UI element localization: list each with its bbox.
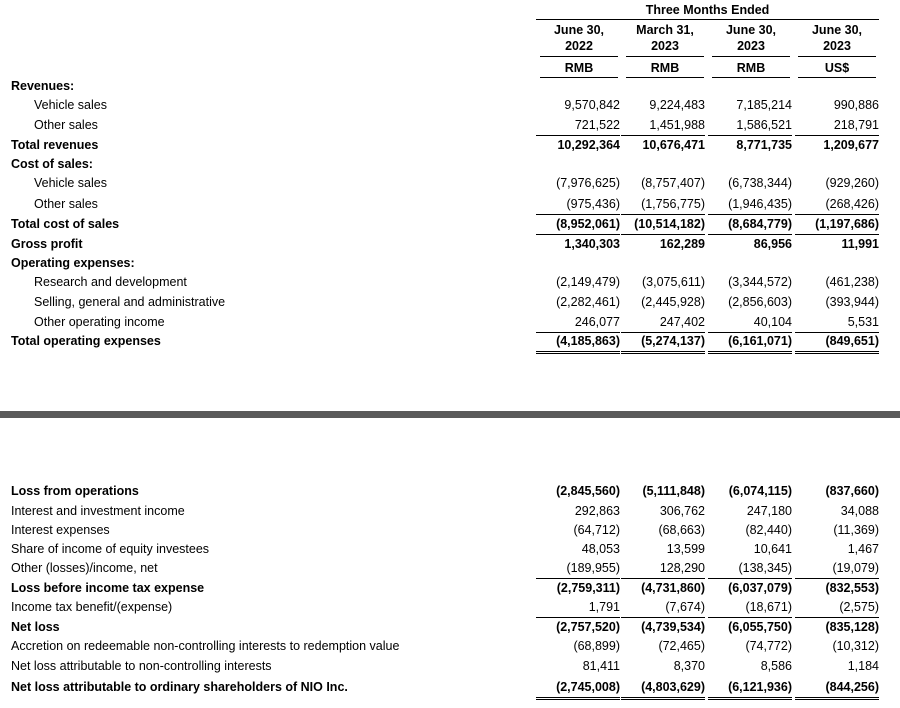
col-header-date: March 31,: [636, 23, 694, 37]
table-row: [0, 174, 900, 193]
row-value: (1,756,775): [621, 195, 705, 215]
row-value: 1,586,521: [708, 116, 792, 136]
row-value: (2,445,928): [641, 295, 705, 309]
row-value: (2,759,311): [556, 581, 620, 595]
row-value: 292,863: [574, 504, 620, 518]
table-row: [0, 116, 900, 135]
row-value: (6,121,936): [708, 678, 792, 700]
table-row: [0, 215, 900, 234]
row-value: (393,944): [825, 295, 879, 309]
row-value: (6,037,079): [728, 581, 792, 595]
row-value: 10,676,471: [642, 138, 705, 152]
table-row: [0, 77, 900, 96]
col-header-underline: [712, 56, 790, 57]
table-row: [0, 559, 900, 578]
row-label: Vehicle sales: [34, 98, 107, 112]
col-header-date: June 30,: [553, 23, 605, 37]
row-label: Net loss: [11, 620, 60, 634]
row-value: 1,184: [847, 659, 879, 673]
row-value: (4,185,863): [536, 332, 620, 354]
row-label: Total cost of sales: [11, 217, 120, 231]
row-label: Accretion on redeemable non-controlling interests to redemption value: [11, 639, 400, 653]
col-header-year: 2023: [651, 39, 679, 53]
row-value: 247,180: [746, 504, 792, 518]
row-value: 10,641: [753, 542, 792, 556]
row-value: (8,952,061): [536, 215, 620, 235]
row-value: 8,370: [673, 659, 705, 673]
row-value: (68,899): [573, 639, 620, 653]
row-value: 13,599: [666, 542, 705, 556]
row-label: Other operating income: [34, 315, 165, 329]
row-value: 990,886: [833, 98, 879, 112]
row-label: Income tax benefit/(expense): [11, 600, 173, 614]
row-value: (3,075,611): [641, 275, 705, 289]
row-value: 246,077: [536, 313, 620, 333]
table-row: [0, 273, 900, 292]
table-row: [0, 332, 900, 351]
row-label: Other sales: [34, 118, 98, 132]
row-value: (4,739,534): [641, 620, 705, 634]
row-value: 86,956: [753, 237, 792, 251]
row-label: Share of income of equity investees: [11, 542, 210, 556]
table-row: [0, 579, 900, 598]
table-row: [0, 235, 900, 254]
row-value: (7,976,625): [556, 176, 620, 190]
col-header-underline: [626, 56, 704, 57]
row-value: (844,256): [795, 678, 879, 700]
row-value: (2,282,461): [556, 295, 620, 309]
row-label: Interest expenses: [11, 523, 110, 537]
row-value: (6,074,115): [728, 484, 792, 498]
row-value: 162,289: [659, 237, 705, 251]
currency-label: RMB: [736, 61, 766, 75]
row-label: Other sales: [34, 197, 98, 211]
row-value: (8,684,779): [708, 215, 792, 235]
row-label: Research and development: [34, 275, 187, 289]
row-value: (64,712): [573, 523, 620, 537]
row-value: (849,651): [795, 332, 879, 354]
row-value: (5,111,848): [642, 484, 705, 498]
row-label: Cost of sales:: [11, 157, 93, 171]
row-value: (3,344,572): [728, 275, 792, 289]
col-header-year: 2022: [565, 39, 593, 53]
col-header-underline: [798, 56, 876, 57]
table-row: [0, 96, 900, 115]
row-value: (2,745,008): [536, 678, 620, 700]
row-value: (2,757,520): [556, 620, 620, 634]
row-value: (4,803,629): [621, 678, 705, 700]
row-value: (1,946,435): [708, 195, 792, 215]
row-label: Vehicle sales: [34, 176, 107, 190]
table-row: [0, 293, 900, 312]
row-value: (5,274,137): [621, 332, 705, 354]
row-value: (975,436): [536, 195, 620, 215]
row-value: (461,238): [825, 275, 879, 289]
row-value: (7,674): [621, 598, 705, 618]
row-value: (6,161,071): [708, 332, 792, 354]
row-value: 81,411: [582, 659, 620, 673]
row-value: (68,663): [658, 523, 705, 537]
row-value: 9,224,483: [649, 98, 705, 112]
row-label: Other (losses)/income, net: [11, 561, 158, 575]
row-value: 9,570,842: [564, 98, 620, 112]
table-row: [0, 657, 900, 676]
table-row: [0, 313, 900, 332]
col-header-jun-2023: [708, 22, 794, 54]
row-value: (72,465): [658, 639, 705, 653]
period-header-underline: [536, 19, 879, 20]
row-value: (2,845,560): [556, 484, 620, 498]
col-header-jun-2022: [536, 22, 622, 54]
table-row: [0, 482, 900, 501]
row-value: 1,467: [847, 542, 879, 556]
row-value: (11,369): [833, 523, 879, 537]
row-value: 306,762: [659, 504, 705, 518]
row-value: (8,757,407): [641, 176, 705, 190]
row-value: 40,104: [708, 313, 792, 333]
row-value: 11,991: [841, 237, 879, 251]
row-value: (2,856,603): [728, 295, 792, 309]
row-value: 8,586: [760, 659, 792, 673]
row-value: (835,128): [825, 620, 879, 634]
row-label: Total revenues: [11, 138, 99, 152]
row-label: Net loss attributable to ordinary shareholders of NIO Inc.: [11, 680, 348, 694]
col-header-date: June 30,: [811, 23, 863, 37]
table-row: [0, 598, 900, 617]
row-label: Net loss attributable to non-controlling interests: [11, 659, 272, 673]
row-value: 34,088: [840, 504, 879, 518]
row-value: (10,312): [832, 639, 879, 653]
row-value: (10,514,182): [621, 215, 705, 235]
row-value: (832,553): [825, 581, 879, 595]
table-row: [0, 502, 900, 521]
period-header: Three Months Ended: [645, 3, 770, 17]
col-header-date: June 30,: [725, 23, 777, 37]
col-header-mar-2023: [622, 22, 708, 54]
row-value: (82,440): [745, 523, 792, 537]
row-value: 247,402: [621, 313, 705, 333]
row-value: 218,791: [795, 116, 879, 136]
row-label: Interest and investment income: [11, 504, 185, 518]
row-value: 1,340,303: [564, 237, 620, 251]
row-label: Loss from operations: [11, 484, 139, 498]
table-row: [0, 637, 900, 656]
row-value: (19,079): [795, 559, 879, 579]
row-value: (18,671): [708, 598, 792, 618]
row-label: Total operating expenses: [11, 334, 161, 348]
row-value: (6,738,344): [728, 176, 792, 190]
table-row: [0, 254, 900, 273]
row-value: (138,345): [708, 559, 792, 579]
row-label: Selling, general and administrative: [34, 295, 226, 309]
table-row: [0, 678, 900, 697]
row-value: 10,292,364: [557, 138, 620, 152]
col-header-jun-2023-usd: [794, 22, 880, 54]
table-row: [0, 155, 900, 174]
row-value: (1,197,686): [795, 215, 879, 235]
row-value: 128,290: [621, 559, 705, 579]
row-value: (837,660): [825, 484, 879, 498]
table-row: [0, 540, 900, 559]
table-row: [0, 195, 900, 214]
currency-label: US$: [824, 61, 850, 75]
col-header-underline: [540, 56, 618, 57]
row-value: (268,426): [795, 195, 879, 215]
col-header-year: 2023: [823, 39, 851, 53]
row-value: 7,185,214: [736, 98, 792, 112]
section-divider: [0, 411, 900, 418]
col-header-year: 2023: [737, 39, 765, 53]
row-label: Operating expenses:: [11, 256, 135, 270]
row-value: 48,053: [581, 542, 620, 556]
row-label: Loss before income tax expense: [11, 581, 205, 595]
row-value: 5,531: [795, 313, 879, 333]
row-value: (74,772): [745, 639, 792, 653]
row-value: 721,522: [536, 116, 620, 136]
table-row: [0, 521, 900, 540]
row-value: (189,955): [536, 559, 620, 579]
row-label: Revenues:: [11, 79, 75, 93]
row-value: (929,260): [825, 176, 879, 190]
row-value: 1,791: [536, 598, 620, 618]
row-value: 1,209,677: [823, 138, 879, 152]
row-value: 1,451,988: [621, 116, 705, 136]
table-row: [0, 618, 900, 637]
row-label: Gross profit: [11, 237, 83, 251]
currency-label: RMB: [564, 61, 594, 75]
row-value: 8,771,735: [736, 138, 792, 152]
row-value: (6,055,750): [728, 620, 792, 634]
row-value: (2,575): [795, 598, 879, 618]
row-value: (2,149,479): [556, 275, 620, 289]
table-row: [0, 136, 900, 155]
currency-label: RMB: [650, 61, 680, 75]
row-value: (4,731,860): [641, 581, 705, 595]
